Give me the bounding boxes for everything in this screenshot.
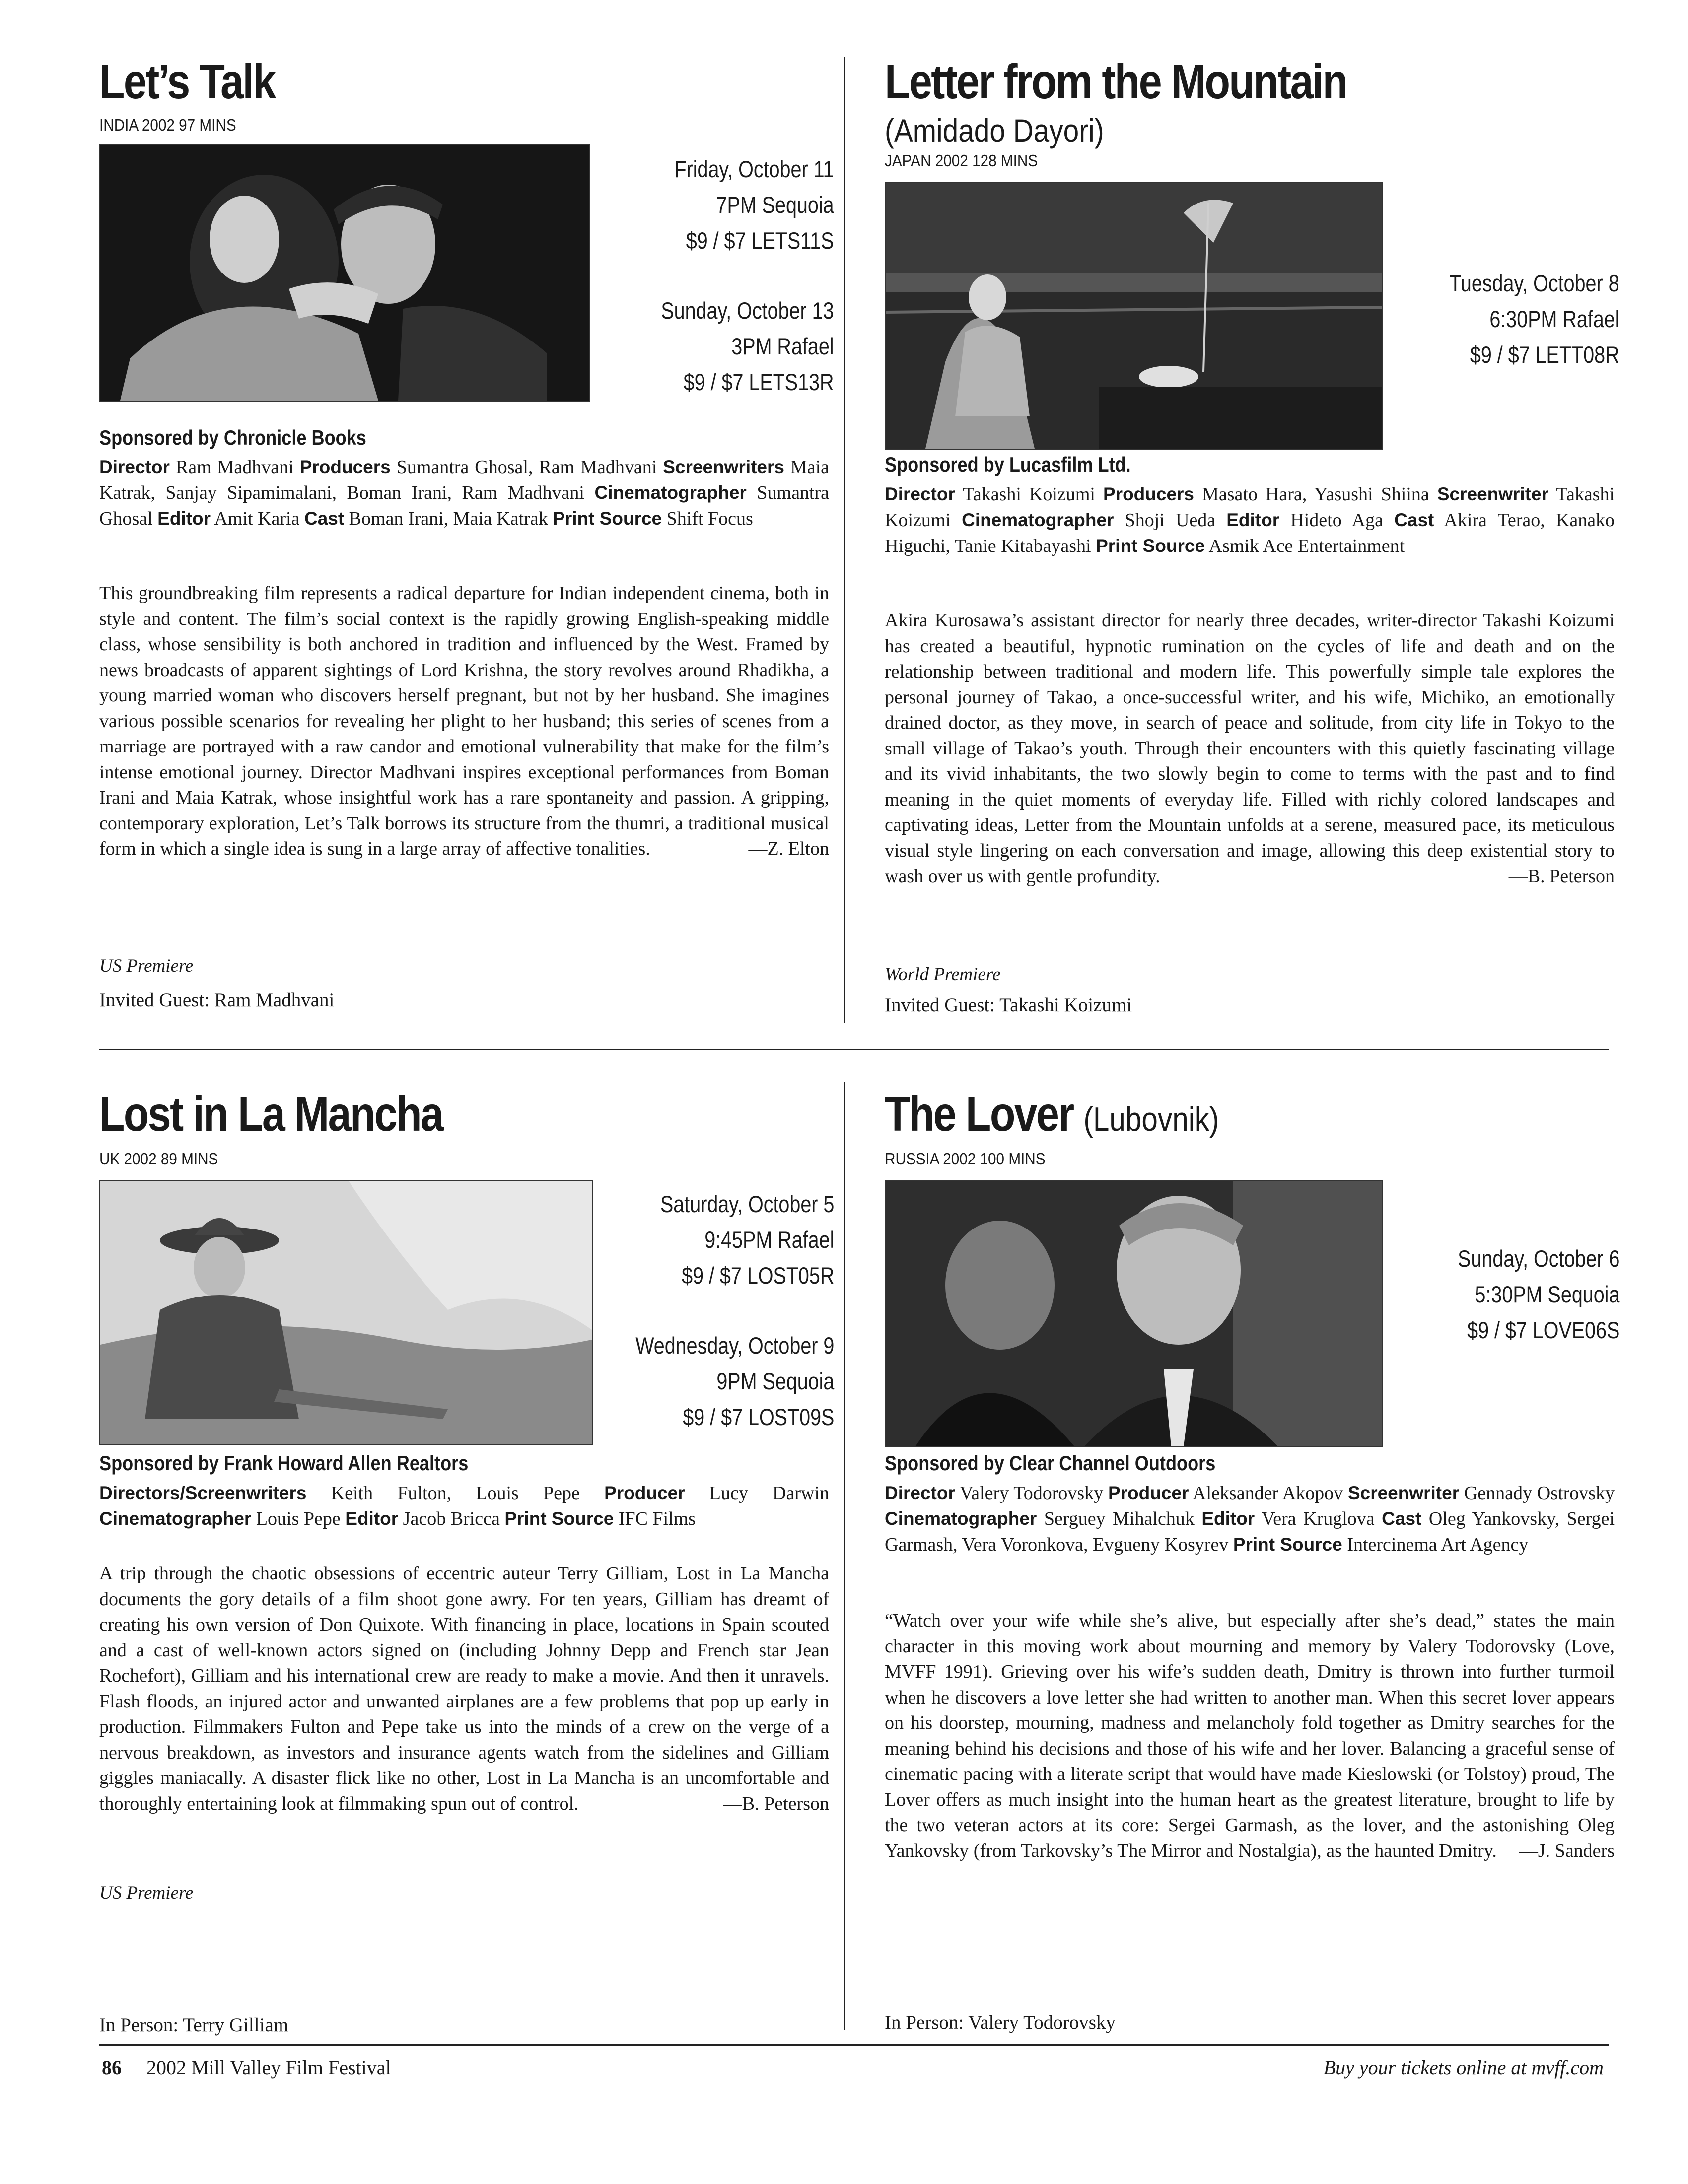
credit-role: Print Source [1096, 536, 1205, 556]
film-entry-lets-talk [99, 54, 834, 1030]
showing-price: $9 / $7 LOST09S [682, 1404, 834, 1430]
showing [635, 1328, 834, 1435]
credit-role: Print Source [553, 508, 662, 529]
showings [1458, 1241, 1619, 1348]
showing-day: Wednesday, October 9 [635, 1332, 834, 1359]
showing [661, 151, 834, 259]
showing-time: 6:30PM Rafael [1489, 306, 1619, 332]
showing-price: $9 / $7 LETS13R [684, 369, 834, 395]
credit-role: Directors/Screenwriters [99, 1483, 307, 1503]
credit-names: Jacob Bricca [403, 1508, 500, 1529]
credit-role: Producer [604, 1483, 685, 1503]
film-still [99, 144, 590, 402]
credit-names: Shift Focus [666, 508, 753, 529]
film-still [885, 182, 1383, 450]
film-title: Lost in La Mancha [99, 1087, 443, 1141]
film-description-block [885, 608, 1615, 889]
showing-day: Sunday, October 6 [1457, 1245, 1619, 1272]
film-meta: INDIA 2002 97 MINS [99, 116, 236, 134]
film-description: This groundbreaking film represents a radical departure for Indian independent cinema, both in style and content. The film’s social context is the rapidly growing English-speaking middle class, whose sensibility is both anchored in tradition and influenced by the West. Framed by news broadcasts of apparent sightings of Lord Krishna, the story revolves around Rhadikha, a young married woman who discovers herself pregnant, but not by her husband. She imagines various possible scenarios for revealing her plight to her husband; this series of scenes from a marriage are portrayed with a raw candor and emotional vulnerability that make for the film’s intense emotional journey. Director Madhvani inspires exceptional performances from Boman Irani and Maia Katrak, whose insightful work has a rare spontaneity and passion. A gripping, contemporary exploration, Let’s Talk borrows its structure from the thumri, a traditional musical form in which a single idea is sung in a large array of affective tonalities. [99, 583, 829, 859]
credit-role: Cinematographer [962, 510, 1114, 530]
review-author: —J. Sanders [1519, 1840, 1615, 1861]
credit-role: Director [885, 484, 955, 504]
credit-role: Cinematographer [594, 482, 747, 503]
film-title: Letter from the Mountain [885, 54, 1347, 109]
guest-line [99, 990, 334, 1010]
guest-line [885, 2013, 1116, 2032]
showing-day: Saturday, October 5 [660, 1191, 834, 1217]
credit-names: Serguey Mihalchuk [1044, 1508, 1195, 1529]
credit-role: Director [885, 1483, 955, 1503]
credit-names: Gennady Ostrovsky [1464, 1483, 1615, 1503]
credit-names: Maia Katrak, Sanjay Sipamimalani, Boman Irani, Ram Madhvani [99, 457, 830, 503]
credit-role: Print Source [504, 1508, 614, 1529]
guest-label: Invited Guest: [885, 994, 995, 1016]
showing-day: Tuesday, October 8 [1449, 270, 1619, 296]
credit-names: Hideto Aga [1290, 510, 1384, 531]
credit-names: Vera Kruglova [1262, 1508, 1375, 1529]
guest-line [99, 2015, 288, 2035]
review-author: —B. Peterson [723, 1793, 829, 1814]
film-description-block [99, 581, 829, 862]
festival-name: 2002 Mill Valley Film Festival [146, 2056, 391, 2079]
credit-names: Shoji Ueda [1125, 510, 1216, 531]
showing-price: $9 / $7 LETT08R [1470, 341, 1619, 368]
credit-role: Director [99, 457, 170, 477]
credit-names: Asmik Ace Entertainment [1208, 536, 1405, 556]
credit-names: Sumantra Ghosal, Ram Madhvani [396, 457, 657, 478]
credit-names: Sumantra Ghosal [99, 482, 830, 529]
showing-price: $9 / $7 LOVE06S [1467, 1317, 1619, 1343]
showing [635, 1186, 834, 1294]
credit-names: Aleksander Akopov [1193, 1483, 1343, 1503]
showing-price: $9 / $7 LOST05R [681, 1262, 834, 1289]
credit-role: Screenwriters [663, 457, 784, 477]
column-divider-bottom [844, 1082, 845, 2030]
film-entry-letter-from-the-mountain [885, 54, 1619, 1030]
showing [1458, 1241, 1619, 1348]
credit-role: Editor [345, 1508, 399, 1529]
credit-names: Oleg Yankovsky, Sergei Garmash, Vera Voronkova, Evgueny Kosyrev [885, 1508, 1615, 1555]
credit-role: Cinematographer [885, 1508, 1037, 1529]
credit-role: Producers [299, 457, 391, 477]
credits [99, 454, 829, 532]
credit-role: Producer [1108, 1483, 1189, 1503]
showings [661, 151, 834, 400]
film-meta: RUSSIA 2002 100 MINS [885, 1150, 1046, 1168]
premiere-note: World Premiere [885, 964, 1001, 985]
film-still [885, 1180, 1383, 1447]
film-entry-lost-in-la-mancha [99, 1087, 834, 2052]
credit-names: Takashi Koizumi [963, 484, 1095, 505]
guest-line [885, 995, 1132, 1015]
premiere-note: US Premiere [99, 956, 194, 976]
film-title [885, 1087, 1219, 1141]
row-divider [99, 1049, 1609, 1050]
credit-names: Akira Terao, Kanako Higuchi, Tanie Kitabayashi [885, 510, 1615, 556]
film-description: A trip through the chaotic obsessions of eccentric auteur Terry Gilliam, Lost in La Mancha documents the gory details of a film shoot gone awry. For ten years, Gilliam has dreamt of creating his own version of Don Quixote. With financing in place, locations in Spain scouted and a cast of well-known actors signed on (including Johnny Depp and French star Jean Rochefort), Gilliam and his international crew are ready to make a movie. And then it unravels. Flash floods, an injured actor and unwanted airplanes are a few problems that pop up early in production. Filmmakers Fulton and Pepe take us into the minds of a crew on the verge of a nervous breakdown, as investors and insurance agents watch from the sidelines and Gilliam giggles maniacally. A disaster flick like no other, Lost in La Mancha is an uncomfortable and thoroughly entertaining look at filmmaking spun out of control. [99, 1563, 829, 1814]
film-description: Akira Kurosawa’s assistant director for nearly three decades, writer-director Takashi Koizumi has created a beautiful, hypnotic rumination on the cycles of life and death and on the relationship between traditional and modern life. This powerfully simple tale explores the personal journey of Takao, a once-successful writer, and his wife, Michiko, an emotionally drained doctor, as they move, in search of peace and solitude, from city life in Tokyo to the small village of Takao’s youth. Through their encounters with this quietly fascinating village and its vivid inhabitants, the two slowly begin to come to terms with the past and to find meaning in the quiet moments of everyday life. Filled with richly colored landscapes and captivating ideas, Letter from the Mountain unfolds at a serene, measured pace, its meticulous visual style lingering on each conversation and image, allowing this deep existential story to wash over us with gentle profundity. [885, 610, 1615, 887]
credit-names: Ram Madhvani [175, 457, 294, 478]
film-title-text: The Lover [885, 1087, 1073, 1141]
credit-names: Louis Pepe [256, 1508, 341, 1529]
credit-role: Editor [1201, 1508, 1255, 1529]
credit-role: Producers [1103, 484, 1195, 504]
showing [661, 293, 834, 400]
footer-left [102, 2058, 391, 2078]
guest-name: Takashi Koizumi [999, 994, 1132, 1016]
credit-role: Cinematographer [99, 1508, 252, 1529]
film-title: Let’s Talk [99, 54, 275, 109]
review-author: —Z. Elton [748, 838, 829, 859]
sponsor-line: Sponsored by Clear Channel Outdoors [885, 1451, 1216, 1475]
film-meta: UK 2002 89 MINS [99, 1150, 218, 1168]
sponsor-line: Sponsored by Lucasfilm Ltd. [885, 453, 1131, 476]
film-original-title: (Amidado Dayori) [885, 112, 1104, 149]
credit-names: Valery Todorovsky [959, 1483, 1104, 1503]
film-original-title: (Lubovnik) [1083, 1100, 1219, 1138]
showings [635, 1186, 834, 1435]
showing-day: Sunday, October 13 [661, 297, 834, 324]
film-description-block [885, 1608, 1615, 1864]
credit-role: Print Source [1233, 1534, 1342, 1555]
sponsor-line: Sponsored by Frank Howard Allen Realtors [99, 1451, 469, 1475]
guest-label: In Person: [99, 2014, 179, 2036]
credit-names: Lucy Darwin [709, 1483, 829, 1503]
guest-name: Terry Gilliam [183, 2014, 289, 2036]
guest-label: In Person: [885, 2012, 964, 2033]
credits [885, 1480, 1615, 1558]
credit-role: Cast [1382, 1508, 1422, 1529]
showing [1450, 266, 1619, 373]
credit-names: Takashi Koizumi [885, 484, 1615, 531]
credit-names: Keith Fulton, Louis Pepe [331, 1483, 580, 1503]
credits [885, 481, 1615, 559]
film-description-block [99, 1561, 829, 1817]
guest-label: Invited Guest: [99, 989, 210, 1011]
footer-tickets[interactable]: Buy your tickets online at mvff.com [1323, 2056, 1604, 2079]
credit-role: Screenwriter [1437, 484, 1549, 504]
credit-role: Cast [304, 508, 345, 529]
credit-names: Boman Irani, Maia Katrak [349, 508, 548, 529]
showing-time: 7PM Sequoia [716, 192, 834, 218]
film-meta: JAPAN 2002 128 MINS [885, 151, 1038, 170]
premiere-note: US Premiere [99, 1883, 194, 1903]
showing-time: 5:30PM Sequoia [1475, 1281, 1619, 1307]
showing-day: Friday, October 11 [674, 156, 834, 182]
credit-names: Intercinema Art Agency [1347, 1534, 1529, 1555]
guest-name: Ram Madhvani [214, 989, 335, 1011]
showing-price: $9 / $7 LETS11S [686, 227, 834, 254]
showing-time: 3PM Rafael [731, 333, 834, 359]
credits [99, 1480, 829, 1532]
credit-names: Amit Karia [214, 508, 300, 529]
guest-name: Valery Todorovsky [968, 2012, 1116, 2033]
credit-role: Cast [1394, 510, 1434, 530]
credit-role: Editor [157, 508, 211, 529]
sponsor-line: Sponsored by Chronicle Books [99, 426, 366, 449]
page-number: 86 [102, 2056, 122, 2079]
credit-role: Screenwriter [1347, 1483, 1460, 1503]
showing-time: 9PM Sequoia [716, 1368, 834, 1394]
showings [1450, 266, 1619, 373]
film-description: “Watch over your wife while she’s alive, but especially after she’s dead,” states the main character in this moving work about mourning and memory by Valery Todorovsky (Love, MVFF 1991). Grieving over his wife’s sudden death, Dmitry is thrown into further turmoil when he discovers a love letter she had written to another man. When this secret lover appears on his doorstep, mourning, madness and melancholy fold together as Dmitry searches for the meaning behind his decisions and those of his wife and her lover. Balancing a graceful sense of cinematic pacing with a literate script that would have made Kieslowski (or Tolstoy) proud, The Lover offers as much insight into the human heart as the greatest literature, brought to life by the two veteran actors at its core: Sergei Garmash, as the lover, and the astonishing Oleg Yankovsky (from Tarkovsky’s The Mirror and Nostalgia), as the haunted Dmitry. [885, 1610, 1615, 1861]
credit-names: Masato Hara, Yasushi Shiina [1202, 484, 1429, 505]
credit-names: IFC Films [618, 1508, 696, 1529]
credit-role: Editor [1226, 510, 1280, 530]
film-still [99, 1180, 593, 1445]
showing-time: 9:45PM Rafael [704, 1227, 834, 1253]
film-entry-the-lover [885, 1087, 1619, 2052]
footer-rule [99, 2044, 1609, 2046]
review-author: —B. Peterson [1508, 866, 1615, 887]
column-divider-top [844, 57, 845, 1023]
